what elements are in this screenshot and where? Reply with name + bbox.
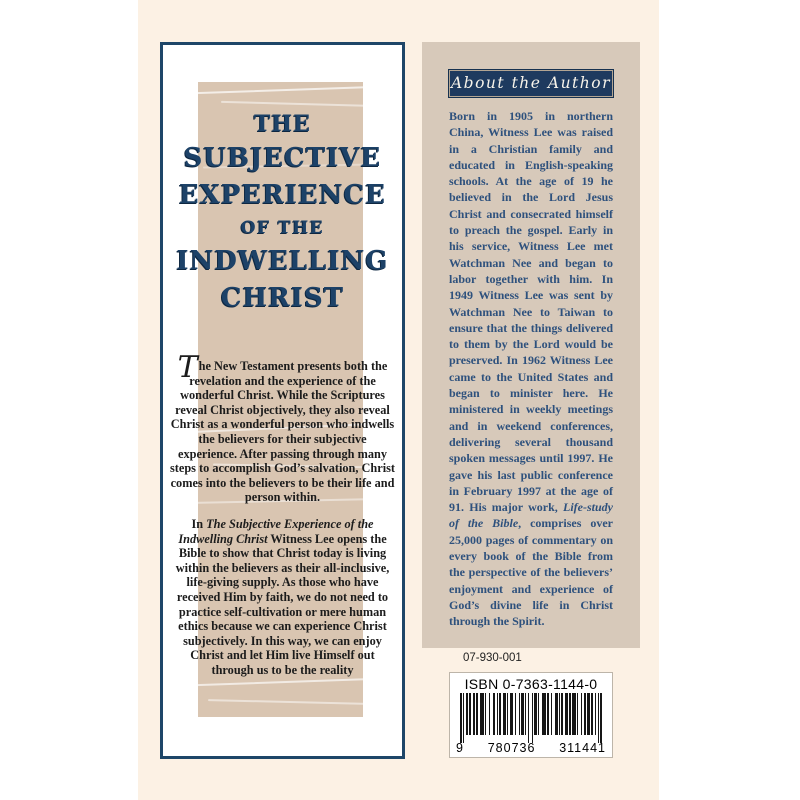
bio-text: Born in 1905 in northern China, Witness Lee was raised in a Christian family and educated in English-speaking schools. At the age of 19 he believed in the Lord Jesus Christ and consecrated himself to preach the gospel. Early in his service, Witness Lee met Watchman Nee and began to labor together with him. In 1949 Witness Lee was sent by Watchman Nee to Taiwan to ensure that the things delivered to them by the Lord would be preserved. In 1962 Witness Lee came to the United States and began to minister here. He ministered in weekly meetings and in weekend conferences, delivering several thousand spoken messages until 1997. He gave his last public conference in February 1997 at the age of 91. His major work, [449,109,613,515]
barcode-bar [538,693,539,735]
barcode-bar [515,693,516,735]
barcode-bar [485,693,486,735]
barcode-bar [584,693,587,735]
synopsis [168,350,397,677]
barcode-bar [587,693,590,735]
synopsis-prefix: In [191,516,207,531]
life-study-italic-reference: Life-study of the Bible [449,500,613,531]
about-author-header: About the Author [449,70,613,97]
barcode-bar [507,693,508,735]
barcode-bar [476,693,479,735]
book-cover-background [138,0,659,800]
barcode-bar [463,693,464,743]
barcode-bar [534,693,537,735]
barcode-bar [528,693,529,743]
barcode-bar [547,693,548,735]
barcode-bar [489,693,490,735]
bio-text: , comprises over 25,000 pages of commentary on every book of the Bible from the perspective of the believers’ enjoyment and experience of God’s divine life in Christ through the Spirit. [449,516,613,629]
title-line: SUBJECTIVE [183,143,382,173]
book-title-italic-reference: The Subjective Experience of the Indwelling Christ [178,516,374,546]
barcode-bar [519,693,520,735]
barcode-bar [561,693,562,735]
barcode-bar [532,693,533,743]
script-dropcap: T [177,350,198,385]
barcode-bar [555,693,558,735]
ean-digit-group: 780736 [487,741,536,755]
title-line: THE [254,111,311,137]
about-author-panel [422,42,640,648]
barcode-bar [598,693,599,743]
ean-digits [456,741,606,755]
title-line: OF THE [240,218,325,238]
barcode-bar [499,693,500,735]
ean-digit-group: 311441 [559,741,606,755]
synopsis-paragraph-1-text: he New Testament presents both the revelation and the experience of the wonderful Christ. While the Scriptures reveal Christ objectively, they also reveal Christ as a wonderful person who indwells the believers for their subjective experience. After passing through many steps to accomplish God’s salvation, Christ comes into the believers to be their life and person within. [169,359,395,505]
barcode-bar [581,693,582,735]
barcode-bar [460,693,461,743]
barcode-bar [510,693,514,735]
barcode-bar [591,693,592,735]
barcode-bar [600,693,601,743]
title-panel [160,42,405,759]
barcode-bar [497,693,498,735]
synopsis-paragraph-1 [168,350,397,505]
synopsis-paragraph-2 [168,517,397,678]
title-line: INDWELLING [176,246,389,276]
barcode-bar [595,693,596,735]
ean-digit-group: 9 [456,741,464,755]
barcode-bar [493,693,496,735]
barcode-bar [577,693,578,735]
barcode-bar [473,693,474,735]
barcode-bar [565,693,568,735]
barcode-bar [525,693,526,735]
isbn-label: ISBN 0-7363-1144-0 [464,676,598,692]
author-biography [449,108,613,630]
barcode-bar [559,693,560,735]
product-code: 07-930-001 [463,652,522,664]
barcode-bar [469,693,470,735]
book-title [163,109,402,317]
barcode-bar [569,693,570,735]
barcode-bar [503,693,506,735]
barcode-bar [480,693,484,735]
barcode-bar [466,693,469,735]
barcode-bar [551,693,552,735]
isbn-barcode [449,672,613,758]
barcode-bar [572,693,576,735]
barcode-bar [521,693,524,735]
ean-bars [450,693,612,745]
synopsis-paragraph-2-text: Witness Lee opens the Bible to show that Christ today is living within the believers as their all-inclusive, life-giving supply. As those who have received Him by faith, we do not need to practice self-cultivation or mere human ethics because we can experience Christ subjectively. In this way, we can enjoy Christ and let Him live Himself out through us to be the reality [175,531,390,677]
title-line: CHRIST [220,283,345,313]
barcode-bar [542,693,546,735]
title-line: EXPERIENCE [178,180,387,210]
